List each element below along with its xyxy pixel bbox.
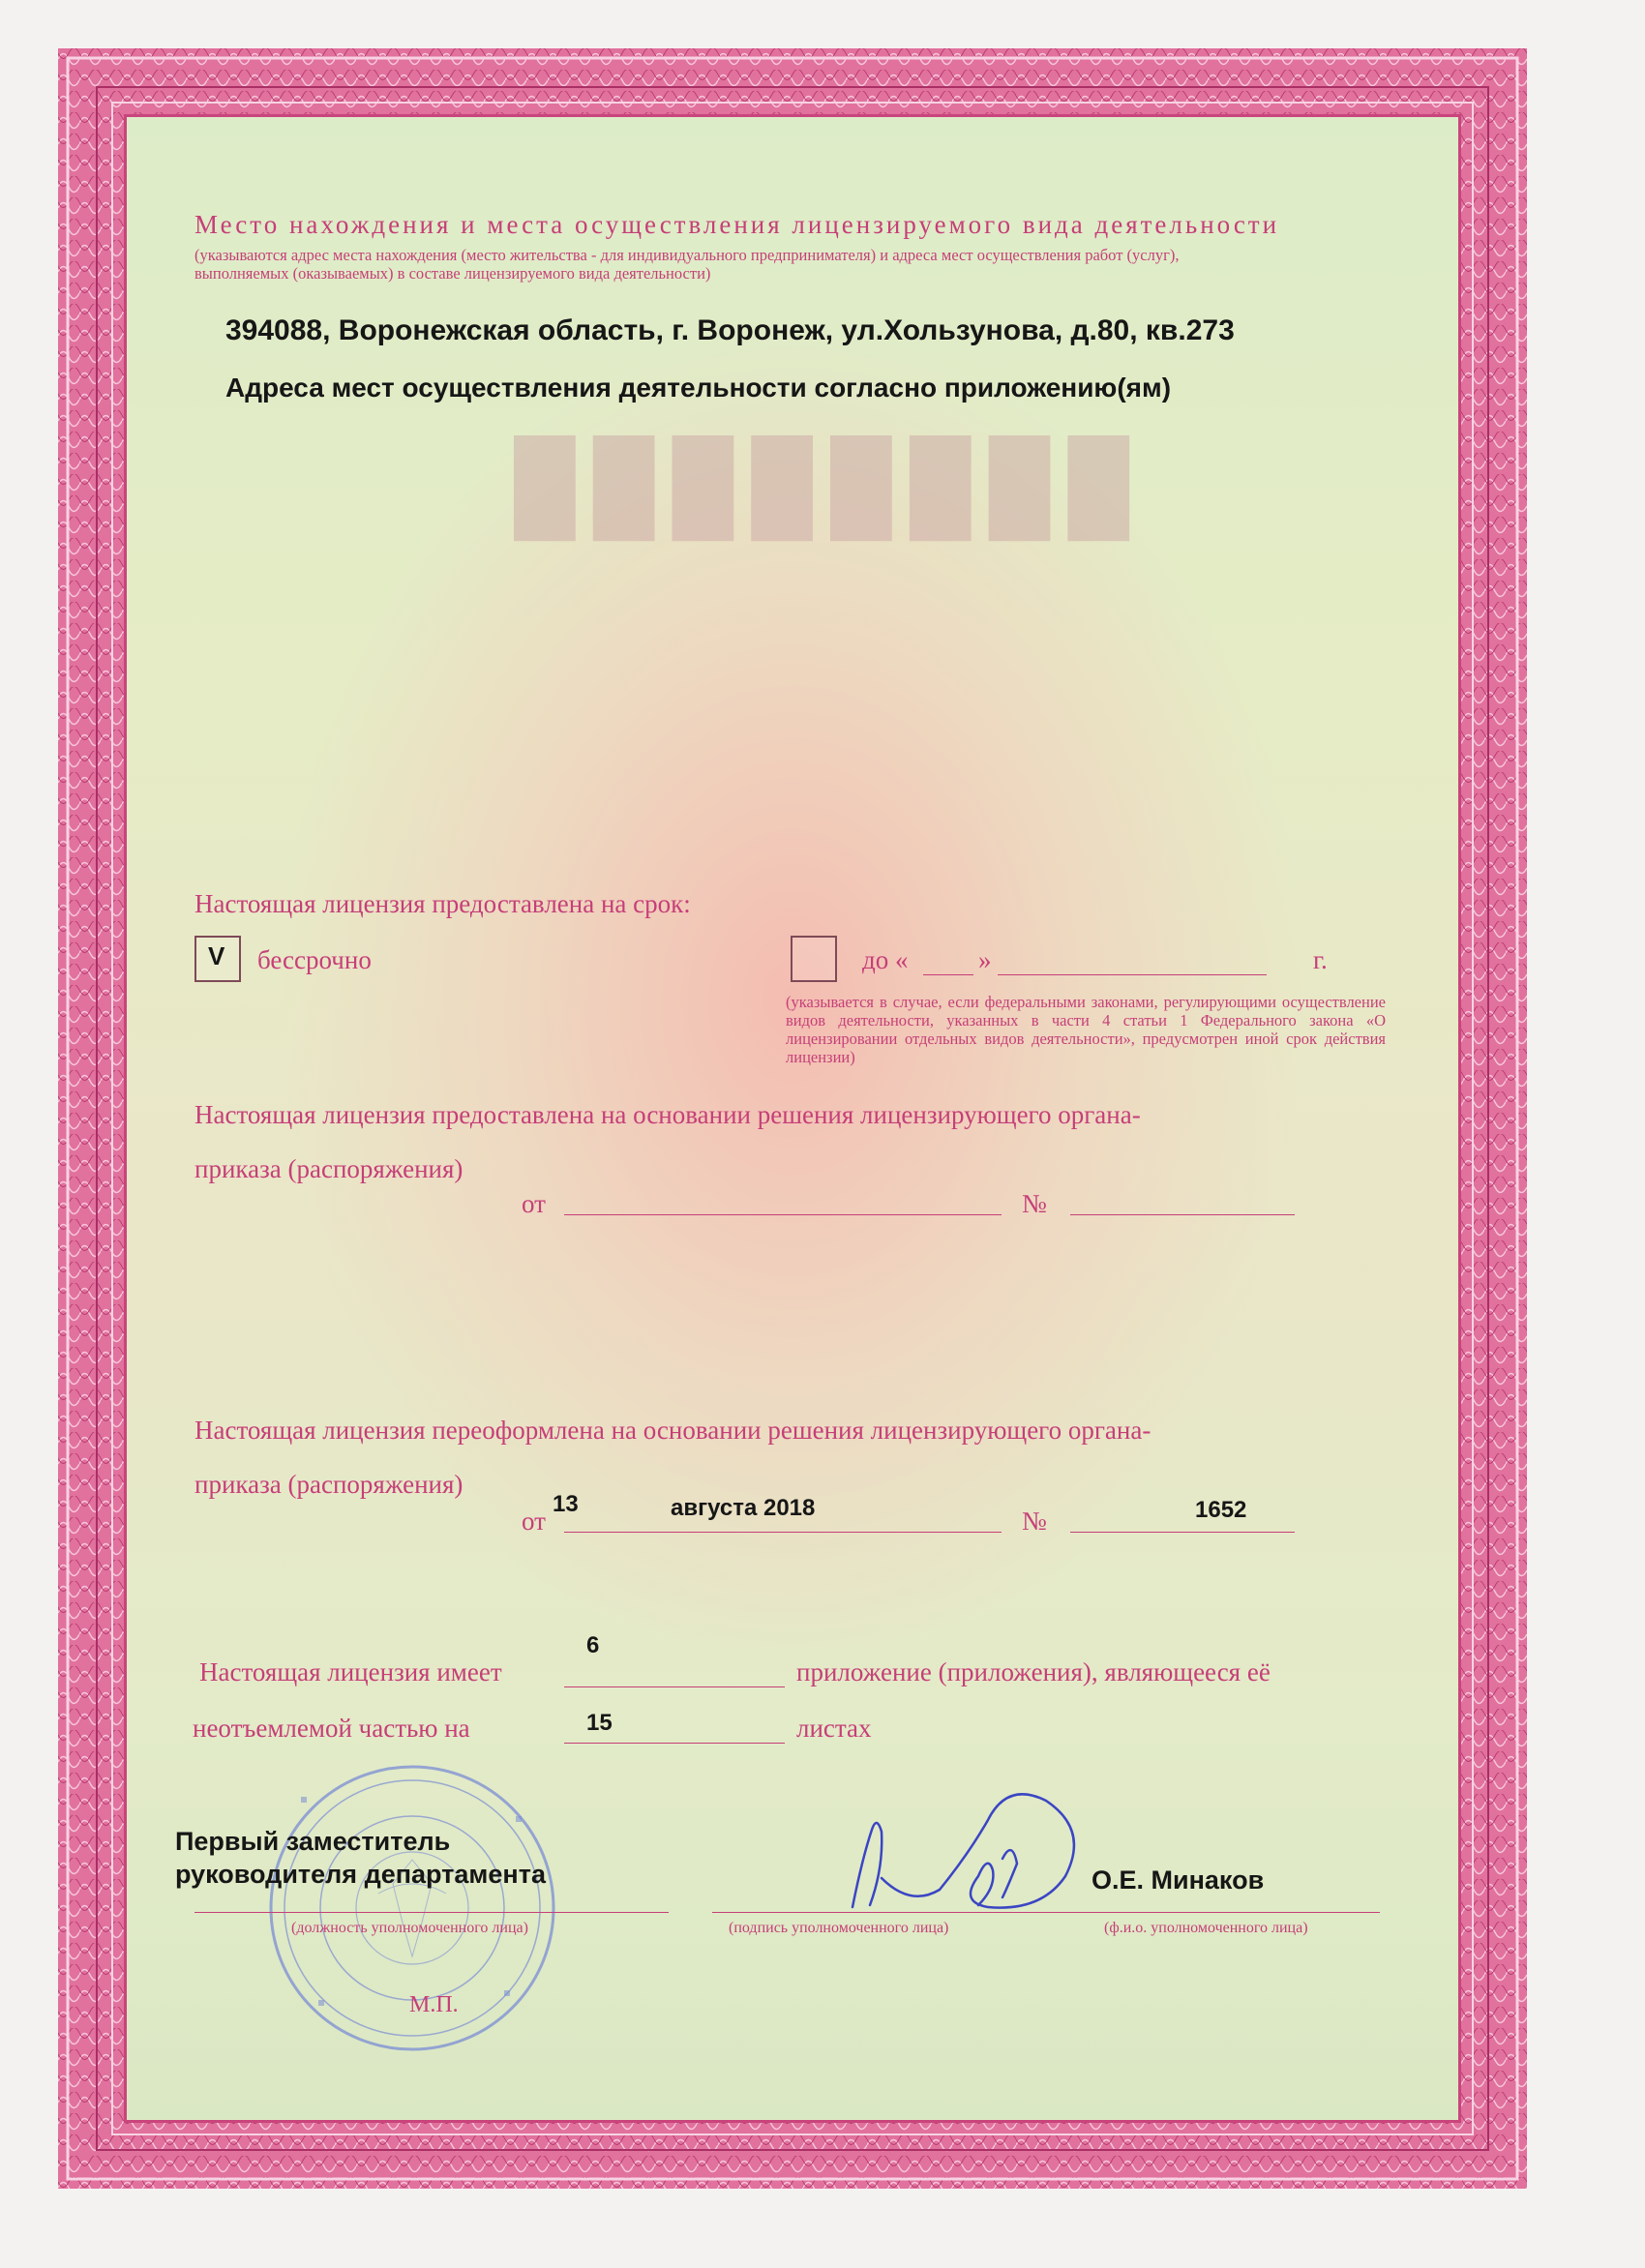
document-body xyxy=(124,114,1461,2123)
section-title: Место нахождения и места осуществления лицензируемого вида деятельности xyxy=(194,210,1280,239)
sheets-suffix: листах xyxy=(796,1714,872,1743)
position-caption: (должность уполномоченного лица) xyxy=(291,1920,528,1936)
reissue-basis-line2: приказа (распоряжения) xyxy=(194,1470,464,1499)
until-month-line xyxy=(998,974,1267,975)
reissue-number-line xyxy=(1070,1532,1295,1533)
reissue-month-year: августа 2018 xyxy=(671,1495,816,1521)
sheets-count-line xyxy=(564,1743,785,1744)
grant-from-label: от xyxy=(522,1189,546,1218)
until-mid: » xyxy=(978,945,992,974)
limited-checkbox xyxy=(791,936,837,982)
activity-addresses-line: Адреса мест осуществления деятельности согласно приложению(ям) xyxy=(225,373,1172,403)
appendices-count: 6 xyxy=(586,1632,600,1658)
appendices-prefix: Настоящая лицензия имеет xyxy=(199,1657,502,1686)
appendices-suffix: приложение (приложения), являющееся её xyxy=(796,1657,1271,1686)
unlimited-checkbox xyxy=(194,936,241,982)
reissue-from-label: от xyxy=(522,1507,546,1536)
term-note: (указывается в случае, если федеральными законами, регулирующими осуществление видов деятельности, указанных в части 4 статьи 1 Федерального закона «О лицензировании отдельных видов деятельности», предусмотрен иной срок действия лицензии) xyxy=(786,993,1386,1066)
grant-number-line xyxy=(1070,1214,1295,1215)
unlimited-label: бессрочно xyxy=(257,945,372,974)
term-label: Настоящая лицензия предоставлена на срок: xyxy=(194,889,691,918)
unlimited-check-mark: V xyxy=(208,941,225,970)
license-sheet xyxy=(58,48,1527,2189)
year-suffix: г. xyxy=(1313,945,1328,974)
address-line: 394088, Воронежская область, г. Воронеж, ул.Хользунова, д.80, кв.273 xyxy=(225,314,1235,346)
sheets-count: 15 xyxy=(586,1710,613,1736)
reissue-date-line xyxy=(564,1532,1002,1533)
reissue-number: 1652 xyxy=(1195,1497,1247,1523)
grant-basis-line2: приказа (распоряжения) xyxy=(194,1154,464,1183)
until-day-line xyxy=(923,974,973,975)
signatory-position-line1: Первый заместитель xyxy=(175,1827,451,1856)
handwritten-signature xyxy=(823,1762,1114,1917)
ghost-watermark: ████████ xyxy=(514,437,1148,534)
signatory-name: О.Е. Минаков xyxy=(1092,1865,1265,1895)
grant-date-line xyxy=(564,1214,1002,1215)
signatory-position xyxy=(175,1825,546,1891)
signatory-position-line2: руководителя департамента xyxy=(175,1860,546,1889)
section-note-line1: (указываются адрес места нахождения (место жительства - для индивидуального предпринимателя) и адреса мест осуществления работ (услуг), xyxy=(194,246,1180,264)
grant-number-label: № xyxy=(1022,1189,1047,1218)
seal-place-mark: М.П. xyxy=(409,1992,459,2017)
section-note-line2: выполняемых (оказываемых) в составе лицензируемого вида деятельности) xyxy=(194,264,711,283)
grant-basis-line1: Настоящая лицензия предоставлена на основании решения лицензирующего органа- xyxy=(194,1100,1141,1129)
name-caption: (ф.и.о. уполномоченного лица) xyxy=(1104,1920,1308,1936)
until-prefix: до « xyxy=(862,945,909,974)
reissue-number-label: № xyxy=(1022,1507,1047,1536)
sheets-prefix: неотъемлемой частью на xyxy=(193,1714,470,1743)
reissue-basis-line1: Настоящая лицензия переоформлена на основании решения лицензирующего органа- xyxy=(194,1416,1152,1445)
appendices-count-line xyxy=(564,1686,785,1687)
name-line xyxy=(1080,1912,1380,1913)
position-line xyxy=(194,1912,669,1913)
reissue-day: 13 xyxy=(553,1491,579,1517)
signature-caption: (подпись уполномоченного лица) xyxy=(729,1920,949,1936)
